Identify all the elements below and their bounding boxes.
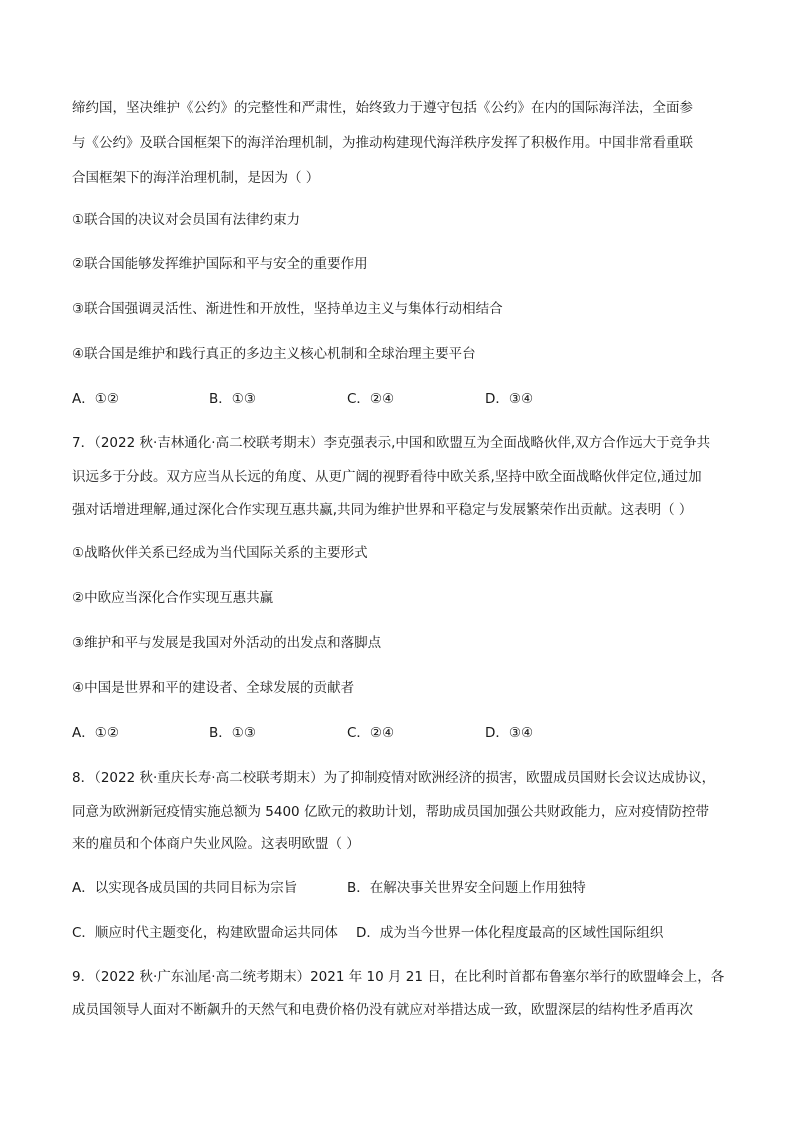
- choice-a: A．①②: [72, 391, 119, 407]
- choice-c: C．②④: [347, 725, 395, 741]
- statement-4: ④中国是世界和平的建设者、全球发展的贡献者: [72, 680, 355, 696]
- statement-1: ①联合国的决议对会员国有法律约束力: [72, 212, 301, 228]
- choice-b: B．①③: [209, 725, 256, 741]
- question-9-line: 9．（2022 秋·广东汕尾·高二统考期末）2021 年 10 月 21 日，在比利时首都布鲁塞尔举行的欧盟峰会上，各: [72, 969, 725, 985]
- statement-1: ①战略伙伴关系已经成为当代国际关系的主要形式: [72, 545, 368, 561]
- choice-d: D．成为当今世界一体化程度最高的区域性国际组织: [356, 925, 664, 941]
- question-text-line: 与《公约》及联合国框架下的海洋治理机制，为推动构建现代海洋秩序发挥了积极作用。中国非常看重联: [72, 135, 693, 151]
- choice-d: D．③④: [485, 725, 534, 741]
- choice-a: A．①②: [72, 725, 119, 741]
- choice-b: B．①③: [209, 391, 256, 407]
- question-7-line: 强对话增进理解,通过深化合作实现互惠共赢,共同为维护世界和平稳定与发展繁荣作出贡献。这表明（ ）: [72, 502, 693, 518]
- question-8-line: 来的雇员和个体商户失业风险。这表明欧盟（ ）: [72, 836, 360, 852]
- question-8-line: 同意为欧洲新冠疫情实施总额为 5400 亿欧元的救助计划，帮助成员国加强公共财政能力，应对疫情防控带: [72, 804, 709, 820]
- statement-2: ②联合国能够发挥维护国际和平与安全的重要作用: [72, 256, 368, 272]
- question-text-line: 缔约国，坚决维护《公约》的完整性和严肃性，始终致力于遵守包括《公约》在内的国际海洋法，全面参: [72, 100, 693, 116]
- choice-a: A．以实现各成员国的共同目标为宗旨: [72, 880, 298, 896]
- statement-3: ③联合国强调灵活性、渐进性和开放性，坚持单边主义与集体行动相结合: [72, 301, 503, 317]
- choice-c: C．顺应时代主题变化，构建欧盟命运共同体: [72, 925, 338, 941]
- choice-d: D．③④: [485, 391, 534, 407]
- question-9-line: 成员国领导人面对不断飙升的天然气和电费价格仍没有就应对举措达成一致，欧盟深层的结构性矛盾再次: [72, 1002, 693, 1018]
- statement-4: ④联合国是维护和践行真正的多边主义核心机制和全球治理主要平台: [72, 346, 476, 362]
- choice-b: B．在解决事关世界安全问题上作用独特: [347, 880, 586, 896]
- question-7-line: 识远多于分歧。双方应当从长远的角度、从更广阔的视野看待中欧关系,坚持中欧全面战略伙伴定位,通过加: [72, 469, 702, 485]
- statement-2: ②中欧应当深化合作实现互惠共赢: [72, 590, 274, 606]
- question-text-line: 合国框架下的海洋治理机制，是因为（ ）: [72, 170, 320, 186]
- question-8-line: 8．（2022 秋·重庆长寿·高二校联考期末）为了抑制疫情对欧洲经济的损害，欧盟成员国财长会议达成协议，: [72, 770, 716, 786]
- choice-c: C．②④: [347, 391, 395, 407]
- statement-3: ③维护和平与发展是我国对外活动的出发点和落脚点: [72, 635, 382, 651]
- question-7-line: 7．（2022 秋·吉林通化·高二校联考期末）李克强表示,中国和欧盟互为全面战略伙伴,双方合作远大于竞争共: [72, 435, 711, 451]
